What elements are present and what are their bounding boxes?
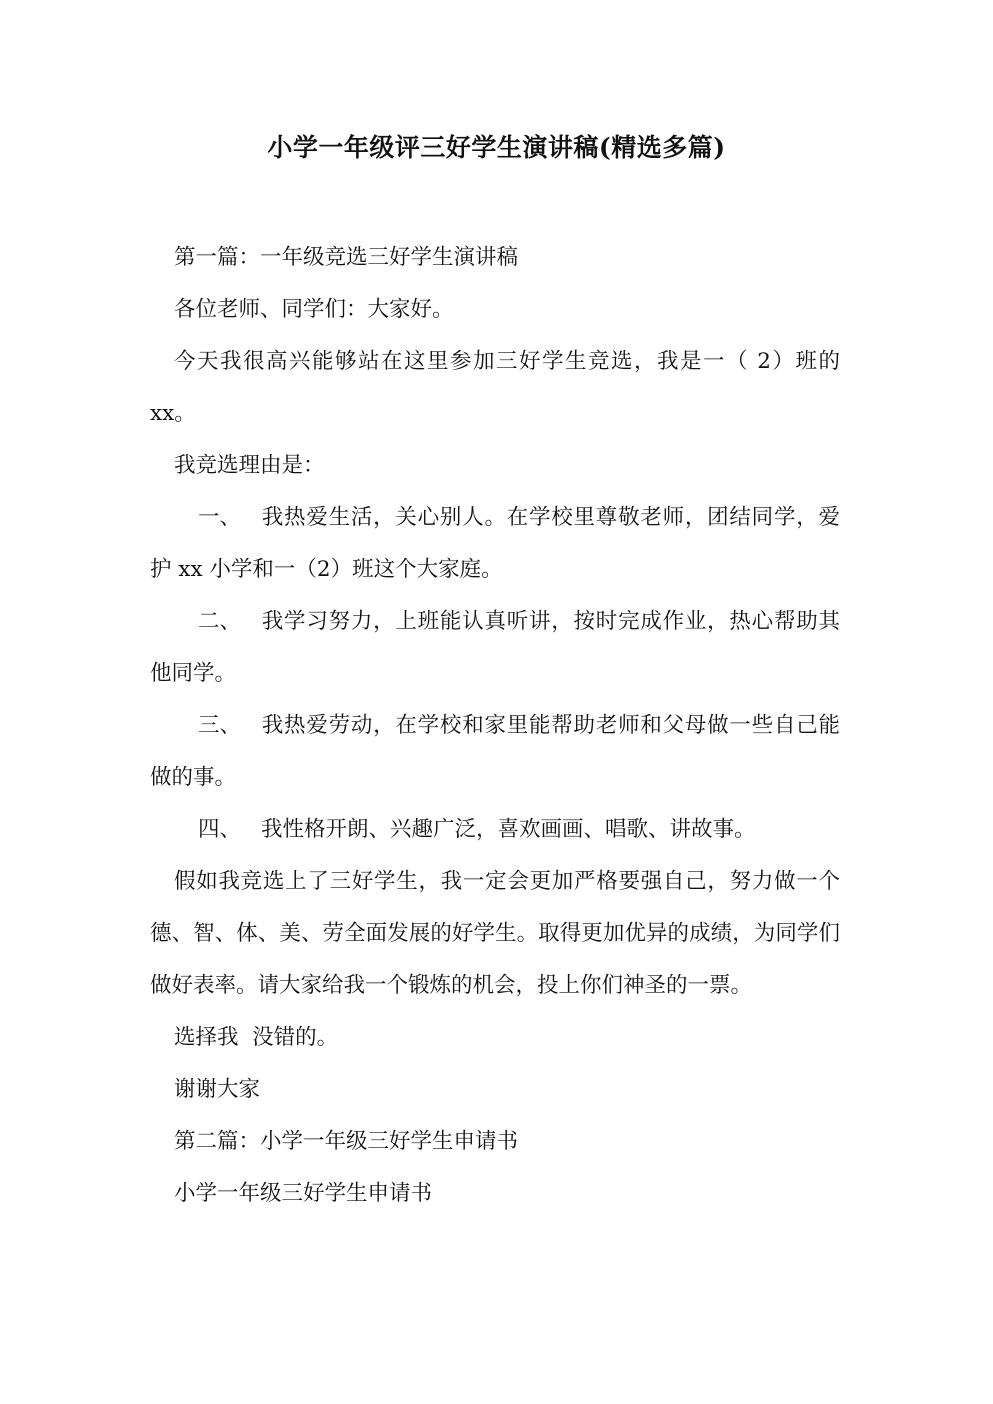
reason-number: 二、 [198, 609, 242, 634]
reason-item-1 [150, 492, 840, 596]
reason-item-3 [150, 700, 840, 804]
reason-item-2 [150, 596, 840, 700]
section-heading-2: 第二篇：小学一年级三好学生申请书 [174, 1129, 519, 1154]
reason-text: 我性格开朗、兴趣广泛，喜欢画画、唱歌、讲故事。 [261, 817, 756, 842]
reason-text: 我热爱生活，关心别人。在学校里尊敬老师，团结同学，爱护 xx 小学和一（2）班这个大家庭。 [150, 505, 840, 582]
section-2-subtitle: 小学一年级三好学生申请书 [174, 1181, 433, 1206]
reason-item-4 [150, 804, 840, 856]
reason-text: 我热爱劳动，在学校和家里能帮助老师和父母做一些自己能做的事。 [150, 713, 840, 790]
reason-text: 我学习努力，上班能认真听讲，按时完成作业，热心帮助其他同学。 [150, 609, 840, 686]
reasons-heading: 我竞选理由是： [174, 453, 325, 478]
thanks-line: 谢谢大家 [174, 1077, 261, 1102]
reason-number: 四、 [198, 817, 242, 842]
pledge-paragraph: 假如我竞选上了三好学生，我一定会更加严格要强自己，努力做一个德、智、体、美、劳全面发展的好学生。取得更加优异的成绩，为同学们做好表率。请大家给我一个锻炼的机会，投上你们神圣的一票。 [150, 869, 840, 998]
choose-me-line: 选择我 没错的。 [174, 1025, 339, 1050]
document-title: 小学一年级评三好学生演讲稿(精选多篇) [267, 133, 726, 162]
reason-number: 一、 [198, 505, 242, 530]
greeting-paragraph: 各位老师、同学们：大家好。 [174, 297, 454, 322]
section-heading-1: 第一篇：一年级竞选三好学生演讲稿 [174, 245, 519, 270]
intro-paragraph: 今天我很高兴能够站在这里参加三好学生竞选，我是一（ 2）班的 xx。 [150, 349, 840, 426]
document-body [150, 232, 840, 1220]
reason-number: 三、 [198, 713, 242, 738]
